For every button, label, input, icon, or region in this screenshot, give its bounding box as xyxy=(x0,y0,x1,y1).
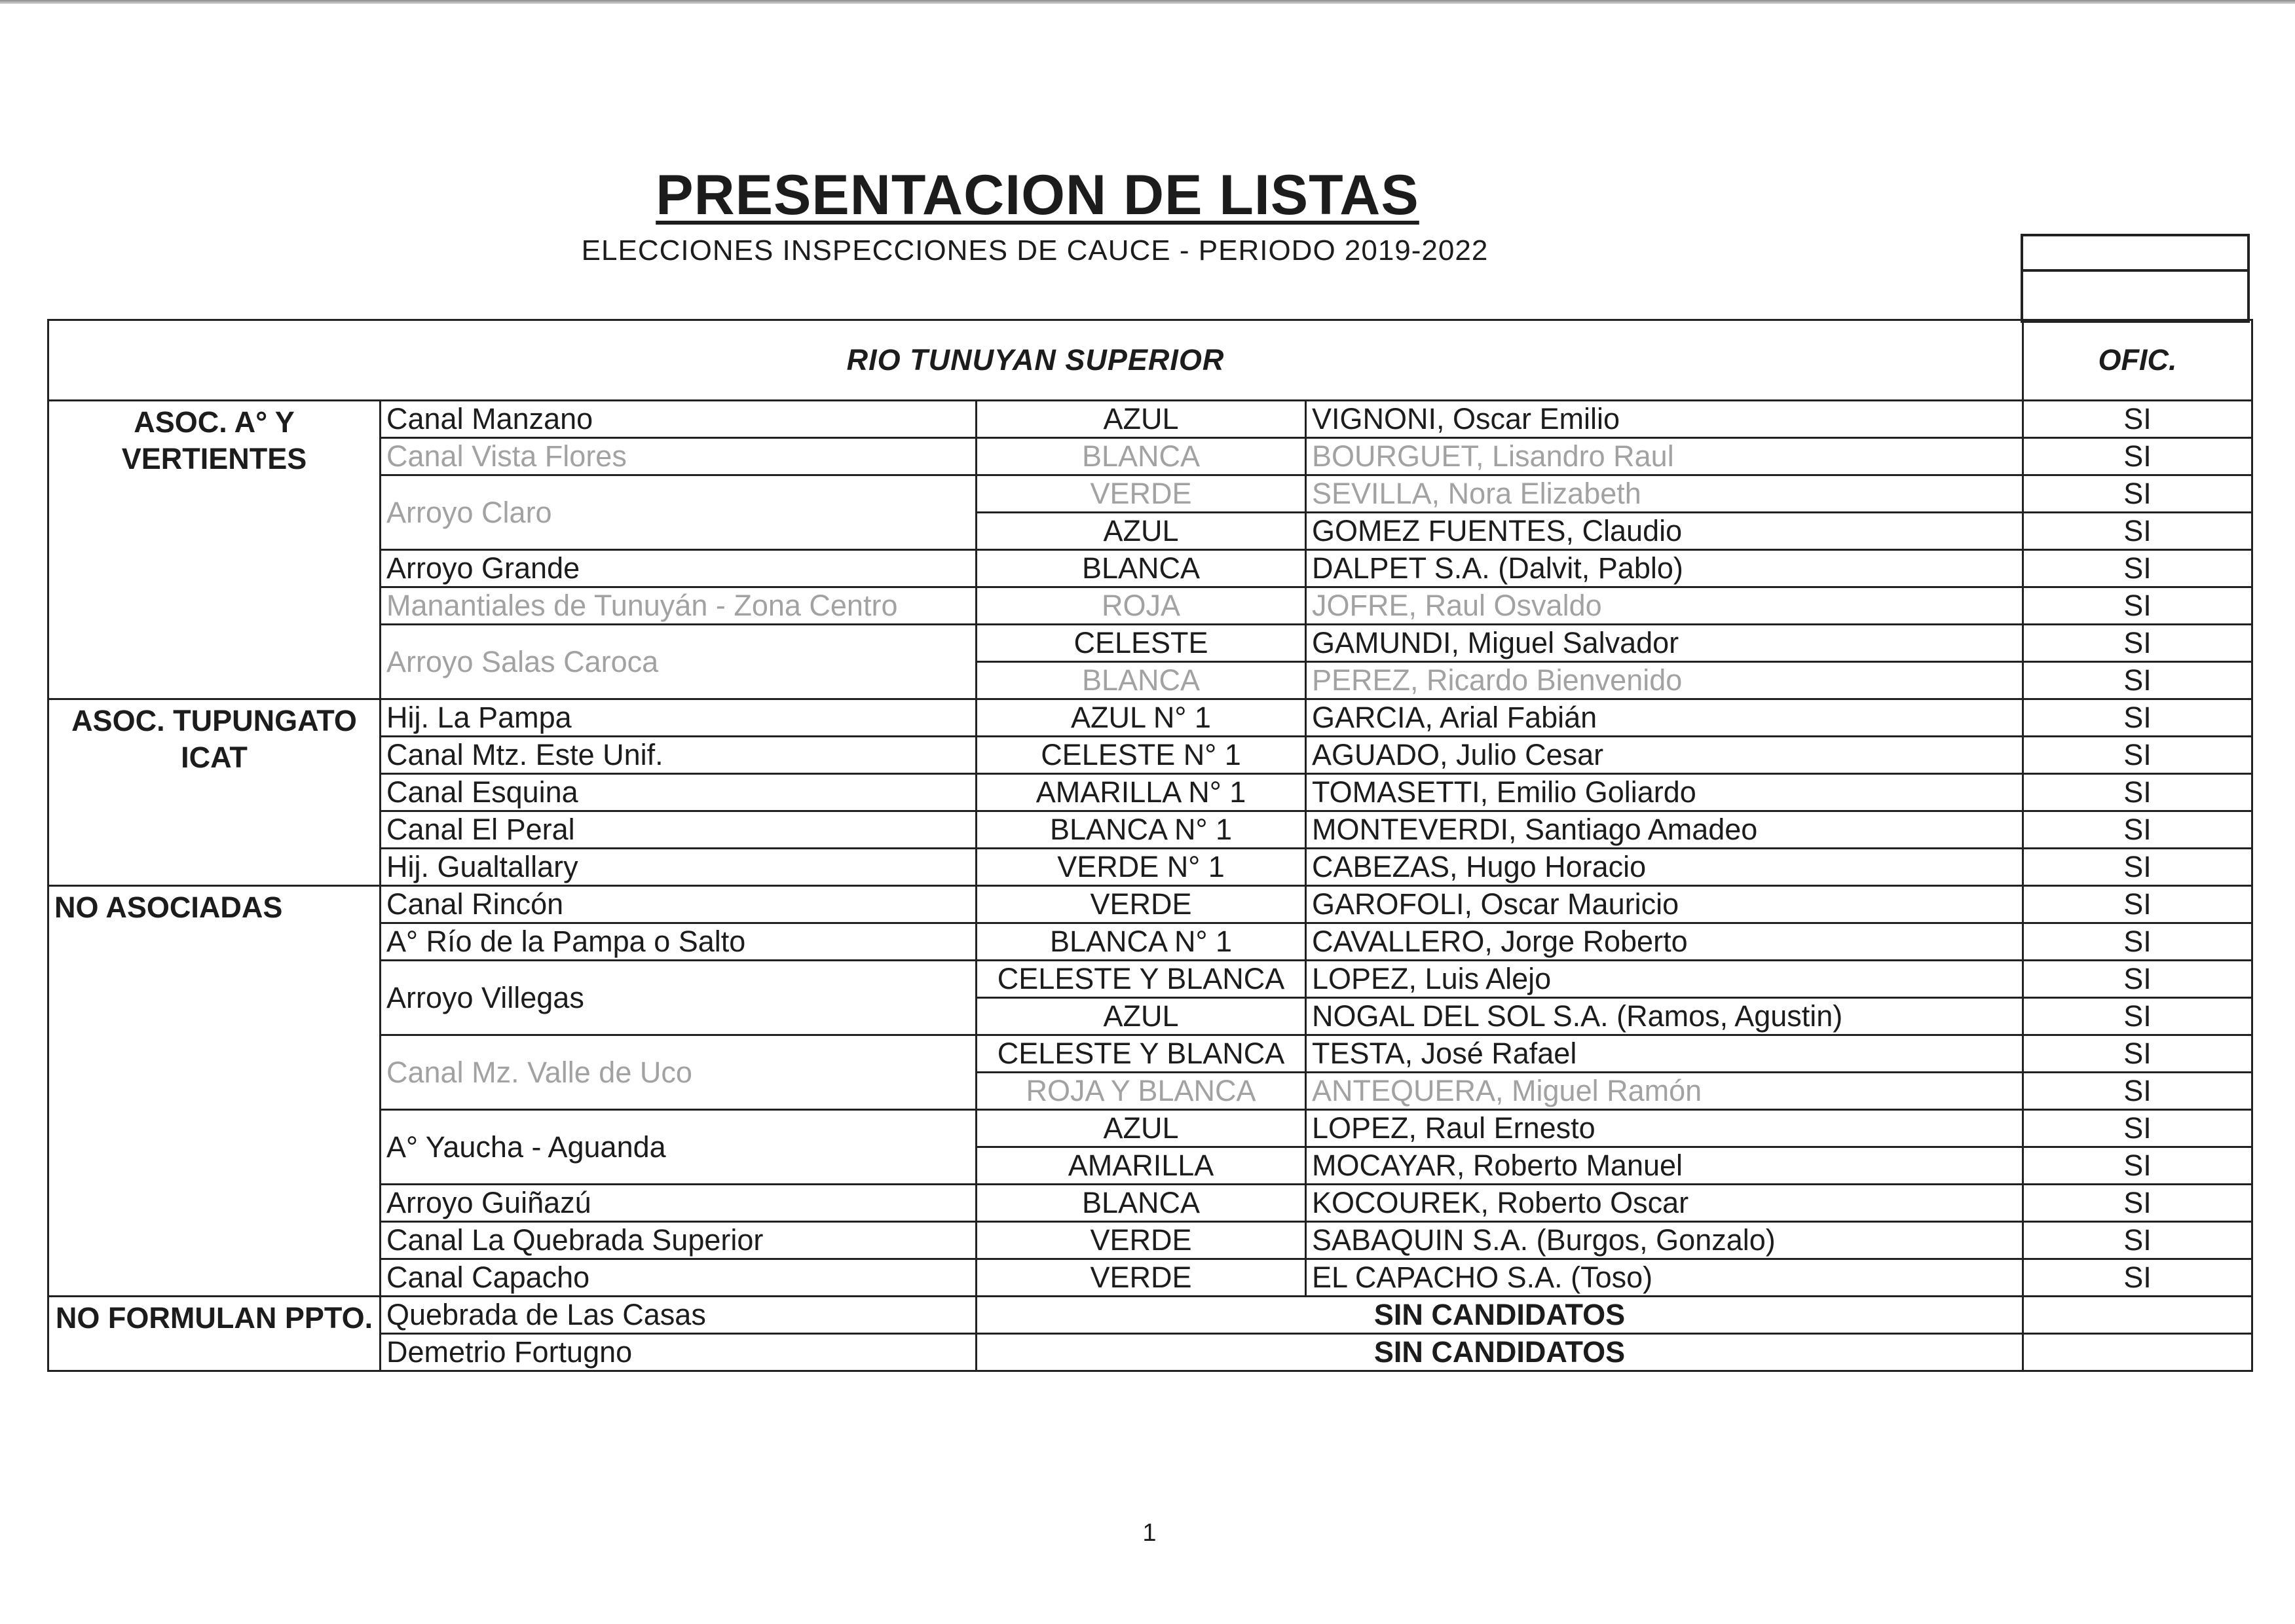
lista-cell: AZUL N° 1 xyxy=(977,699,1306,737)
candidate-cell: LOPEZ, Raul Ernesto xyxy=(1306,1110,2023,1147)
lista-cell: AZUL xyxy=(977,513,1306,550)
table-row xyxy=(48,401,2252,438)
table-row xyxy=(48,1297,2252,1334)
ofic-blank-box-bottom xyxy=(2021,269,2250,323)
lista-cell: AZUL xyxy=(977,1110,1306,1147)
ofic-cell: SI xyxy=(2023,961,2252,998)
channel-cell: Canal Manzano xyxy=(381,401,977,438)
channel-cell: Manantiales de Tunuyán - Zona Centro xyxy=(381,587,977,625)
no-candidates-cell: SIN CANDIDATOS xyxy=(977,1297,2023,1334)
channel-cell: Arroyo Villegas xyxy=(381,961,977,1035)
candidate-cell: KOCOUREK, Roberto Oscar xyxy=(1306,1185,2023,1222)
lista-cell: VERDE N° 1 xyxy=(977,849,1306,886)
ofic-cell: SI xyxy=(2023,1147,2252,1185)
ofic-cell: SI xyxy=(2023,1110,2252,1147)
ofic-cell: SI xyxy=(2023,849,2252,886)
candidate-cell: GAMUNDI, Miguel Salvador xyxy=(1306,625,2023,662)
ofic-cell: SI xyxy=(2023,513,2252,550)
ofic-cell: SI xyxy=(2023,737,2252,774)
channel-cell: Arroyo Salas Caroca xyxy=(381,625,977,699)
lista-cell: BLANCA N° 1 xyxy=(977,923,1306,961)
ofic-cell-empty xyxy=(2023,1334,2252,1371)
lista-cell: VERDE xyxy=(977,886,1306,923)
lista-cell: BLANCA xyxy=(977,662,1306,699)
group-label: NO ASOCIADAS xyxy=(48,886,381,1297)
ofic-cell: SI xyxy=(2023,587,2252,625)
ofic-cell: SI xyxy=(2023,438,2252,475)
lista-cell: BLANCA xyxy=(977,1185,1306,1222)
candidate-cell: ANTEQUERA, Miguel Ramón xyxy=(1306,1073,2023,1110)
lista-cell: AZUL xyxy=(977,998,1306,1035)
candidate-cell: CABEZAS, Hugo Horacio xyxy=(1306,849,2023,886)
channel-cell: Canal El Peral xyxy=(381,811,977,849)
ofic-cell: SI xyxy=(2023,475,2252,513)
channel-cell: Quebrada de Las Casas xyxy=(381,1297,977,1334)
group-label: NO FORMULAN PPTO. xyxy=(48,1297,381,1371)
channel-cell: A° Río de la Pampa o Salto xyxy=(381,923,977,961)
channel-cell: Canal Rincón xyxy=(381,886,977,923)
candidate-cell: SABAQUIN S.A. (Burgos, Gonzalo) xyxy=(1306,1222,2023,1259)
channel-cell: Canal Vista Flores xyxy=(381,438,977,475)
no-candidates-cell: SIN CANDIDATOS xyxy=(977,1334,2023,1371)
lista-cell: VERDE xyxy=(977,1259,1306,1297)
channel-cell: Arroyo Guiñazú xyxy=(381,1185,977,1222)
lista-cell: CELESTE xyxy=(977,625,1306,662)
lista-cell: BLANCA xyxy=(977,438,1306,475)
ofic-cell: SI xyxy=(2023,625,2252,662)
candidate-cell: TESTA, José Rafael xyxy=(1306,1035,2023,1073)
candidate-cell: MONTEVERDI, Santiago Amadeo xyxy=(1306,811,2023,849)
candidate-cell: TOMASETTI, Emilio Goliardo xyxy=(1306,774,2023,811)
table-header-row xyxy=(48,320,2252,401)
candidate-cell: NOGAL DEL SOL S.A. (Ramos, Agustin) xyxy=(1306,998,2023,1035)
ofic-column-header: OFIC. xyxy=(2023,320,2252,401)
candidate-cell: GAROFOLI, Oscar Mauricio xyxy=(1306,886,2023,923)
lista-cell: CELESTE N° 1 xyxy=(977,737,1306,774)
lista-cell: VERDE xyxy=(977,1222,1306,1259)
ofic-cell: SI xyxy=(2023,774,2252,811)
candidate-cell: GARCIA, Arial Fabián xyxy=(1306,699,2023,737)
channel-cell: A° Yaucha - Aguanda xyxy=(381,1110,977,1185)
ofic-cell: SI xyxy=(2023,699,2252,737)
lista-cell: ROJA xyxy=(977,587,1306,625)
ofic-cell: SI xyxy=(2023,1035,2252,1073)
ofic-cell: SI xyxy=(2023,1185,2252,1222)
candidate-cell: AGUADO, Julio Cesar xyxy=(1306,737,2023,774)
lista-cell: BLANCA xyxy=(977,550,1306,587)
channel-cell: Arroyo Grande xyxy=(381,550,977,587)
lista-cell: AMARILLA xyxy=(977,1147,1306,1185)
table-row xyxy=(48,886,2252,923)
candidate-cell: MOCAYAR, Roberto Manuel xyxy=(1306,1147,2023,1185)
section-title: RIO TUNUYAN SUPERIOR xyxy=(48,320,2023,401)
lists-table xyxy=(47,319,2253,1372)
group-label: ASOC. A° Y VERTIENTES xyxy=(48,401,381,699)
candidate-cell: SEVILLA, Nora Elizabeth xyxy=(1306,475,2023,513)
candidate-cell: CAVALLERO, Jorge Roberto xyxy=(1306,923,2023,961)
channel-cell: Canal Capacho xyxy=(381,1259,977,1297)
ofic-cell: SI xyxy=(2023,401,2252,438)
lista-cell: VERDE xyxy=(977,475,1306,513)
ofic-cell: SI xyxy=(2023,886,2252,923)
candidate-cell: BOURGUET, Lisandro Raul xyxy=(1306,438,2023,475)
channel-cell: Demetrio Fortugno xyxy=(381,1334,977,1371)
ofic-blank-box-top xyxy=(2021,234,2250,272)
lista-cell: BLANCA N° 1 xyxy=(977,811,1306,849)
lista-cell: CELESTE Y BLANCA xyxy=(977,961,1306,998)
ofic-cell: SI xyxy=(2023,1073,2252,1110)
candidate-cell: VIGNONI, Oscar Emilio xyxy=(1306,401,2023,438)
ofic-cell: SI xyxy=(2023,923,2252,961)
channel-cell: Hij. La Pampa xyxy=(381,699,977,737)
candidate-cell: DALPET S.A. (Dalvit, Pablo) xyxy=(1306,550,2023,587)
channel-cell: Canal La Quebrada Superior xyxy=(381,1222,977,1259)
lista-cell: ROJA Y BLANCA xyxy=(977,1073,1306,1110)
lista-cell: CELESTE Y BLANCA xyxy=(977,1035,1306,1073)
document-subtitle: ELECCIONES INSPECCIONES DE CAUCE - PERIODO 2019-2022 xyxy=(581,234,1489,267)
channel-cell: Canal Mz. Valle de Uco xyxy=(381,1035,977,1110)
document-title: PRESENTACION DE LISTAS xyxy=(656,164,1419,227)
ofic-cell: SI xyxy=(2023,811,2252,849)
group-label: ASOC. TUPUNGATO ICAT xyxy=(48,699,381,886)
ofic-cell: SI xyxy=(2023,1222,2252,1259)
ofic-cell: SI xyxy=(2023,550,2252,587)
page-number: 1 xyxy=(1142,1519,1157,1547)
channel-cell: Canal Mtz. Este Unif. xyxy=(381,737,977,774)
candidate-cell: PEREZ, Ricardo Bienvenido xyxy=(1306,662,2023,699)
candidate-cell: LOPEZ, Luis Alejo xyxy=(1306,961,2023,998)
table-row xyxy=(48,699,2252,737)
ofic-cell: SI xyxy=(2023,998,2252,1035)
channel-cell: Canal Esquina xyxy=(381,774,977,811)
lista-cell: AZUL xyxy=(977,401,1306,438)
ofic-cell: SI xyxy=(2023,1259,2252,1297)
scan-edge xyxy=(0,0,2295,4)
candidate-cell: JOFRE, Raul Osvaldo xyxy=(1306,587,2023,625)
channel-cell: Hij. Gualtallary xyxy=(381,849,977,886)
candidate-cell: GOMEZ FUENTES, Claudio xyxy=(1306,513,2023,550)
channel-cell: Arroyo Claro xyxy=(381,475,977,550)
lista-cell: AMARILLA N° 1 xyxy=(977,774,1306,811)
ofic-cell: SI xyxy=(2023,662,2252,699)
candidate-cell: EL CAPACHO S.A. (Toso) xyxy=(1306,1259,2023,1297)
ofic-cell-empty xyxy=(2023,1297,2252,1334)
